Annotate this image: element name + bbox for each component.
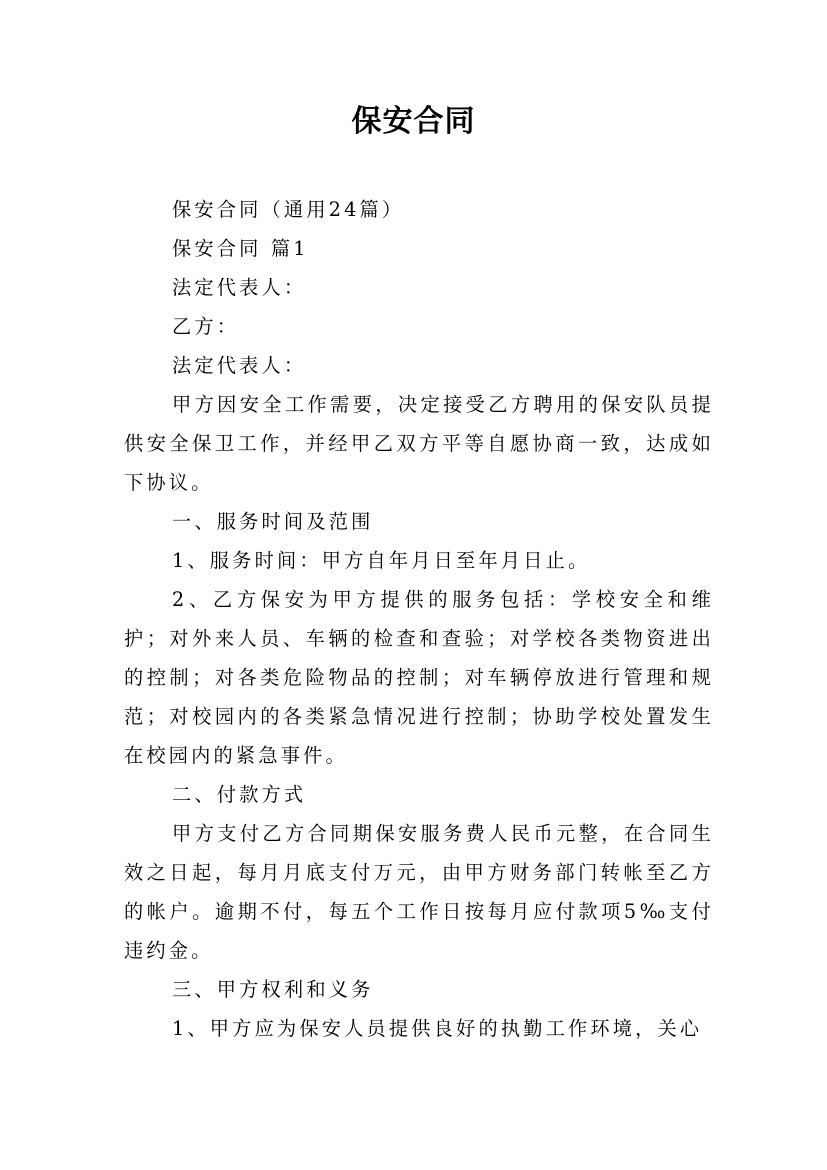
paragraph-legal-representative-a: 法定代表人： <box>172 276 307 299</box>
section-heading-payment: 二、付款方式 <box>172 783 307 806</box>
section-heading-party-a-rights: 三、甲方权利和义务 <box>172 978 374 1001</box>
paragraph-service-content: 2、乙方保安为甲方提供的服务包括：学校安全和维护；对外来人员、车辆的检查和查验；对学校各类物资进出的控制；对各类危险物品的控制；对车辆停放进行管理和规范；对校园内的各类紧急情况进行控制；协助学校处置发生在校园内的紧急事件。 <box>124 588 714 767</box>
paragraph-party-b: 乙方： <box>172 315 240 338</box>
paragraph-legal-representative-b: 法定代表人： <box>172 354 307 377</box>
paragraph-preamble: 甲方因安全工作需要，决定接受乙方聘用的保安队员提供安全保卫工作，并经甲乙双方平等自愿协商一致，达成如下协议。 <box>124 393 714 494</box>
paragraph-heading-collection: 保安合同（通用24篇） <box>172 198 405 221</box>
paragraph-party-a-duty-1: 1、甲方应为保安人员提供良好的执勤工作环境，关心 <box>172 1017 703 1040</box>
paragraph-service-time: 1、服务时间：甲方自年月日至年月日止。 <box>172 549 591 572</box>
section-heading-service-scope: 一、服务时间及范围 <box>172 510 374 533</box>
paragraph-payment-terms: 甲方支付乙方合同期保安服务费人民币元整，在合同生效之日起，每月月底支付万元，由甲方财务部门转帐至乙方的帐户。逾期不付，每五个工作日按每月应付款项5‰支付违约金。 <box>124 822 714 962</box>
document-title: 保安合同 <box>351 104 476 139</box>
document-body <box>124 190 714 1048</box>
paragraph-contract-number: 保安合同 篇1 <box>172 237 309 260</box>
